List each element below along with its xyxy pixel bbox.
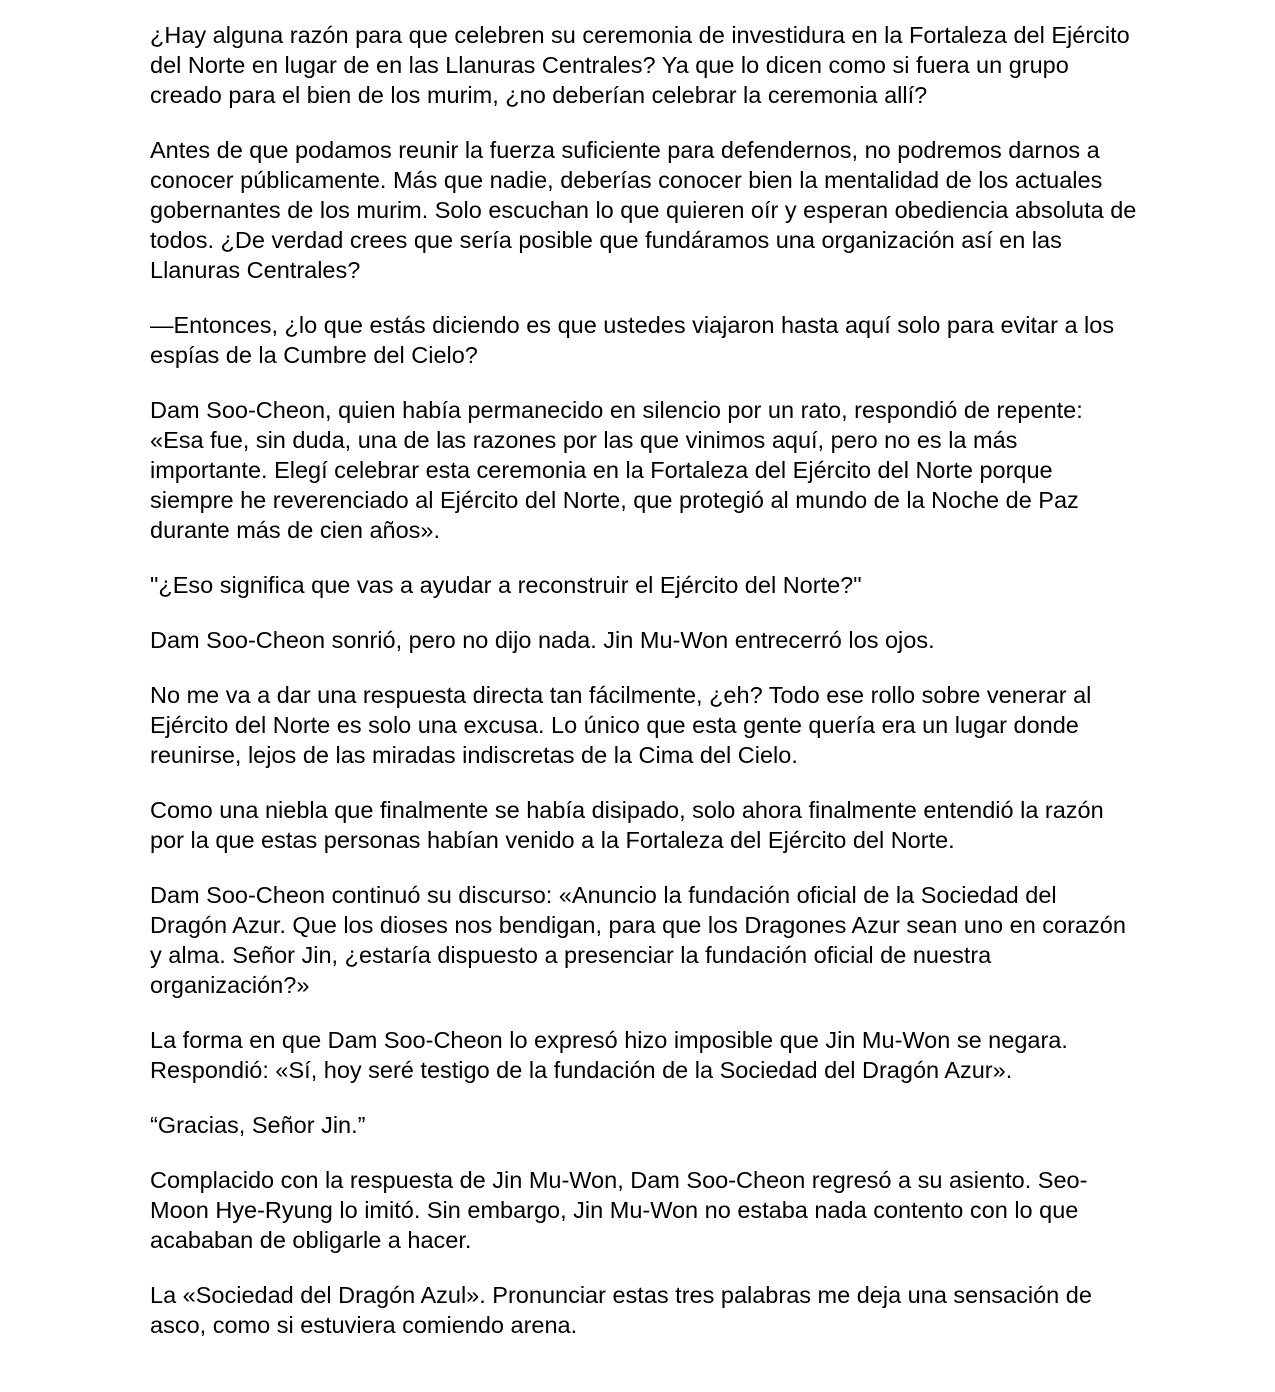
paragraph-11: “Gracias, Señor Jin.”: [150, 1112, 366, 1138]
paragraph-10: La forma en que Dam Soo-Cheon lo expresó hizo imposible que Jin Mu-Won se negara. Respondió: «Sí, hoy seré testigo de la fundación de la Sociedad del Dragón Azur».: [150, 1027, 1068, 1083]
paragraph-4: Dam Soo-Cheon, quien había permanecido en silencio por un rato, respondió de repente: «Esa fue, sin duda, una de las razones por las que vinimos aquí, pero no es la más importante. Elegí celebrar esta ceremonia en la Fortaleza del Ejército del Norte porque siempre he reverenciado al Ejército del Norte, que protegió al mundo de la Noche de Paz durante más de cien años».: [150, 397, 1083, 543]
paragraph-12: Complacido con la respuesta de Jin Mu-Won, Dam Soo-Cheon regresó a su asiento. Seo-Moon Hye-Ryung lo imitó. Sin embargo, Jin Mu-Won no estaba nada contento con lo que acababan de obligarle a hacer.: [150, 1167, 1088, 1253]
paragraph-13: La «Sociedad del Dragón Azul». Pronunciar estas tres palabras me deja una sensación de asco, como si estuviera comiendo arena.: [150, 1282, 1092, 1338]
document-page: [150, 20, 1140, 1365]
paragraph-6: Dam Soo-Cheon sonrió, pero no dijo nada. Jin Mu-Won entrecerró los ojos.: [150, 627, 935, 653]
paragraph-5: "¿Eso significa que vas a ayudar a reconstruir el Ejército del Norte?": [150, 572, 862, 598]
paragraph-2: Antes de que podamos reunir la fuerza suficiente para defendernos, no podremos darnos a conocer públicamente. Más que nadie, deberías conocer bien la mentalidad de los actuales gobernantes de los murim. Solo escuchan lo que quieren oír y esperan obediencia absoluta de todos. ¿De verdad crees que sería posible que fundáramos una organización así en las Llanuras Centrales?: [150, 137, 1137, 283]
paragraph-3: —Entonces, ¿lo que estás diciendo es que ustedes viajaron hasta aquí solo para evitar a los espías de la Cumbre del Cielo?: [150, 312, 1115, 368]
paragraph-1: ¿Hay alguna razón para que celebren su ceremonia de investidura en la Fortaleza del Ejército del Norte en lugar de en las Llanuras Centrales? Ya que lo dicen como si fuera un grupo creado para el bien de los murim, ¿no deberían celebrar la ceremonia allí?: [150, 22, 1130, 108]
paragraph-9: Dam Soo-Cheon continuó su discurso: «Anuncio la fundación oficial de la Sociedad del Dragón Azur. Que los dioses nos bendigan, para que los Dragones Azur sean uno en corazón y alma. Señor Jin, ¿estaría dispuesto a presenciar la fundación oficial de nuestra organización?»: [150, 882, 1126, 998]
paragraph-7: No me va a dar una respuesta directa tan fácilmente, ¿eh? Todo ese rollo sobre venerar al Ejército del Norte es solo una excusa. Lo único que esta gente quería era un lugar donde reunirse, lejos de las miradas indiscretas de la Cima del Cielo.: [150, 682, 1092, 768]
paragraph-8: Como una niebla que finalmente se había disipado, solo ahora finalmente entendió la razón por la que estas personas habían venido a la Fortaleza del Ejército del Norte.: [150, 797, 1104, 853]
